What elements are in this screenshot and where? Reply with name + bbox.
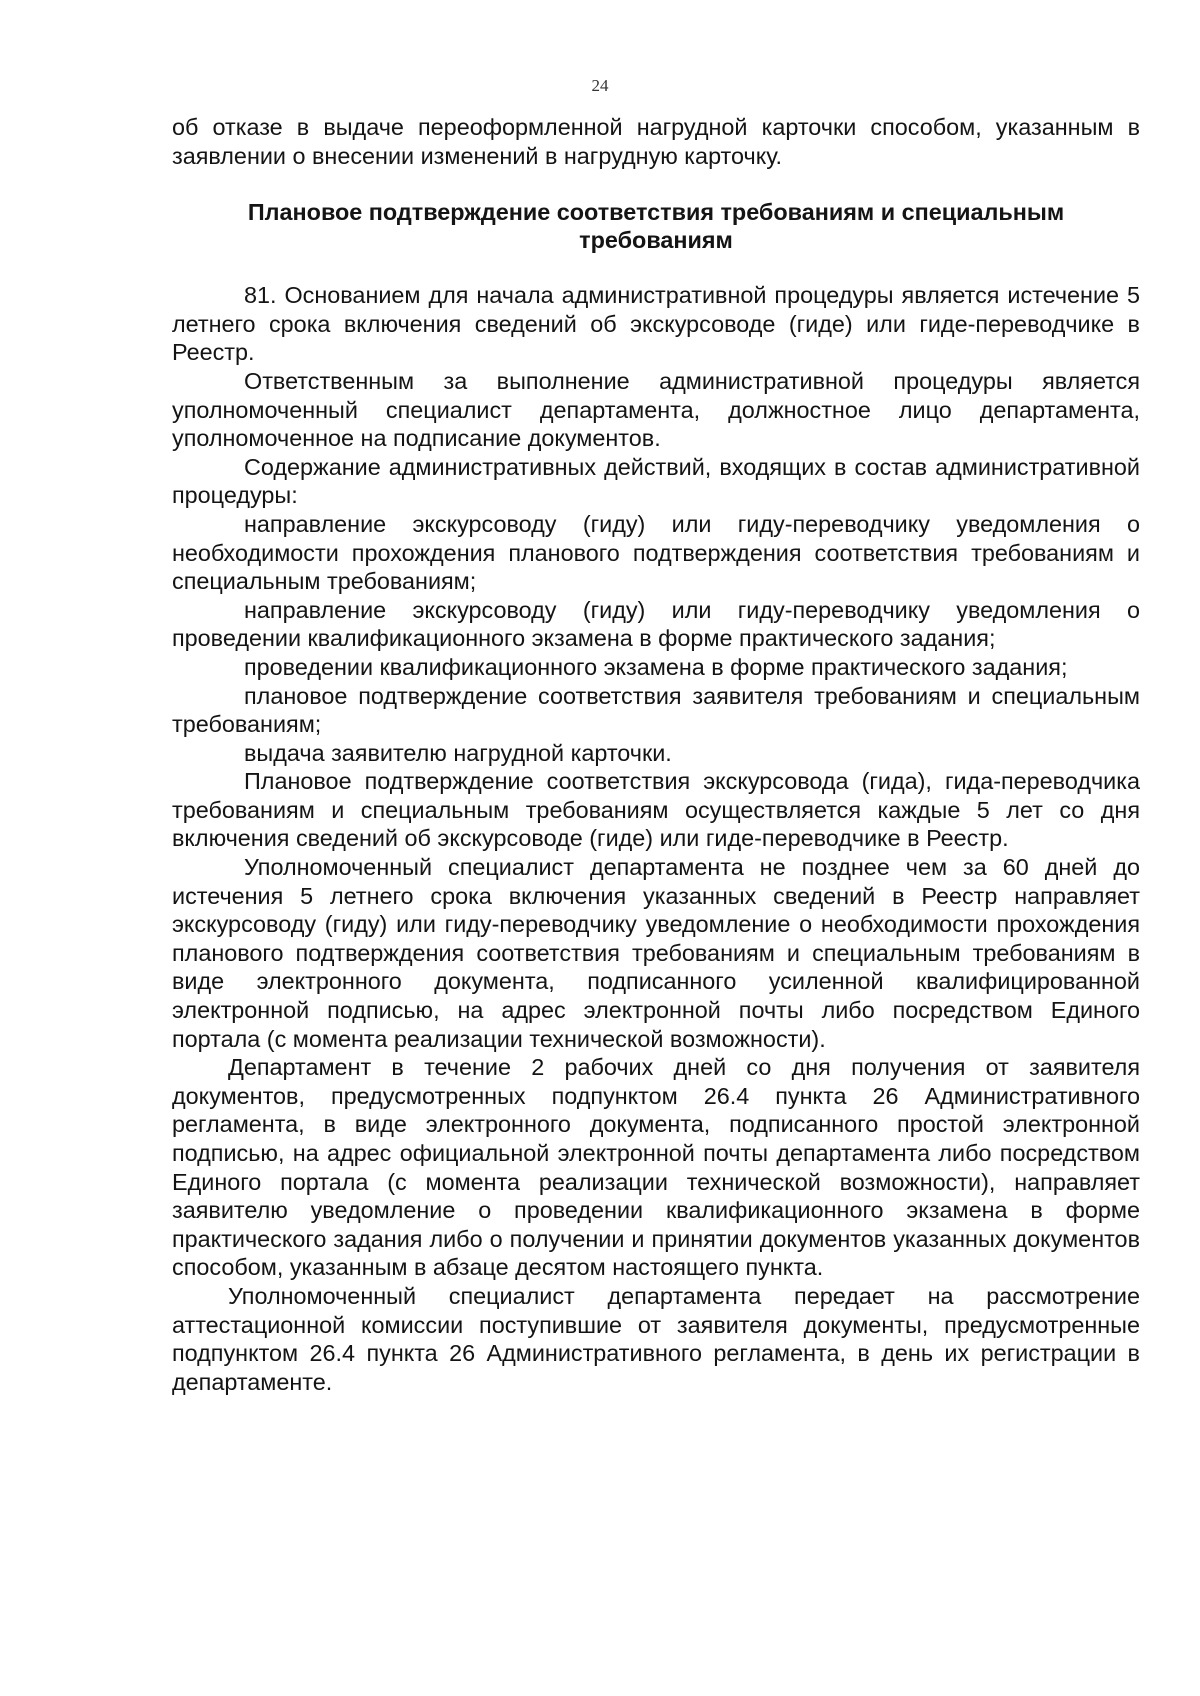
- paragraph-actions-intro: Содержание административных действий, входящих в состав административной процедуры:: [172, 453, 1140, 509]
- document-body: [172, 113, 1140, 1396]
- section-heading: Плановое подтверждение соответствия требованиям и специальным требованиям: [247, 199, 1065, 254]
- intro-paragraph: об отказе в выдаче переоформленной нагрудной карточки способом, указанным в заявлении о внесении изменений в нагрудную карточку.: [172, 114, 1140, 169]
- list-item-notification: направление экскурсоводу (гиду) или гиду-переводчику уведомления о необходимости прохождения планового подтверждения соответствия требованиям и специальным требованиям;: [172, 510, 1140, 595]
- paragraph-responsible: Ответственным за выполнение административной процедуры является уполномоченный специалист департамента, должностное лицо департамента, уполномоченное на подписание документов.: [172, 367, 1140, 452]
- list-item-exam: проведении квалификационного экзамена в форме практического задания;: [244, 653, 1068, 680]
- page-number: 24: [591, 76, 609, 95]
- paragraph-81: 81. Основанием для начала административной процедуры является истечение 5 летнего срока включения сведений об экскурсоводе (гиде) или гиде-переводчике в Реестр.: [172, 282, 1140, 366]
- list-item-exam-notification: направление экскурсоводу (гиду) или гиду-переводчику уведомления о проведении квалификационного экзамена в форме практического задания;: [172, 596, 1140, 652]
- list-item-confirmation: плановое подтверждение соответствия заявителя требованиям и специальным требованиям;: [172, 682, 1140, 738]
- paragraph-commission: Уполномоченный специалист департамента передает на рассмотрение аттестационной комиссии поступившие от заявителя документы, предусмотренные подпунктом 26.4 пункта 26 Административного регламента, в день их регистрации в департаменте.: [172, 1282, 1140, 1395]
- list-item-card-issue: выдача заявителю нагрудной карточки.: [244, 739, 672, 766]
- paragraph-specialist-notice: Уполномоченный специалист департамента не позднее чем за 60 дней до истечения 5 летнего срока включения указанных сведений в Реестр направляет экскурсоводу (гиду) или гиду-переводчику уведомление о необходимости прохождения планового подтверждения соответствия требованиям и специальным требованиям в виде электронного документа, подписанного усиленной квалифицированной электронной подписью, на адрес электронной почты либо посредством Единого портала (с момента реализации технической возможности).: [172, 854, 1140, 1052]
- paragraph-periodicity: Плановое подтверждение соответствия экскурсовода (гида), гида-переводчика требованиям и специальным требованиям осуществляется каждые 5 лет со дня включения сведений об экскурсоводе (гиде) или гиде-переводчике в Реестр.: [172, 768, 1140, 852]
- paragraph-department: Департамент в течение 2 рабочих дней со дня получения от заявителя документов, предусмотренных подпунктом 26.4 пункта 26 Административного регламента, в виде электронного документа, подписанного простой электронной подписью, на адрес официальной электронной почты департамента либо посредством Единого портала (с момента реализации технической возможности), направляет заявителю уведомление о проведении квалификационного экзамена в форме практического задания либо о получении и принятии документов указанных документов способом, указанным в абзаце десятом настоящего пункта.: [172, 1054, 1140, 1281]
